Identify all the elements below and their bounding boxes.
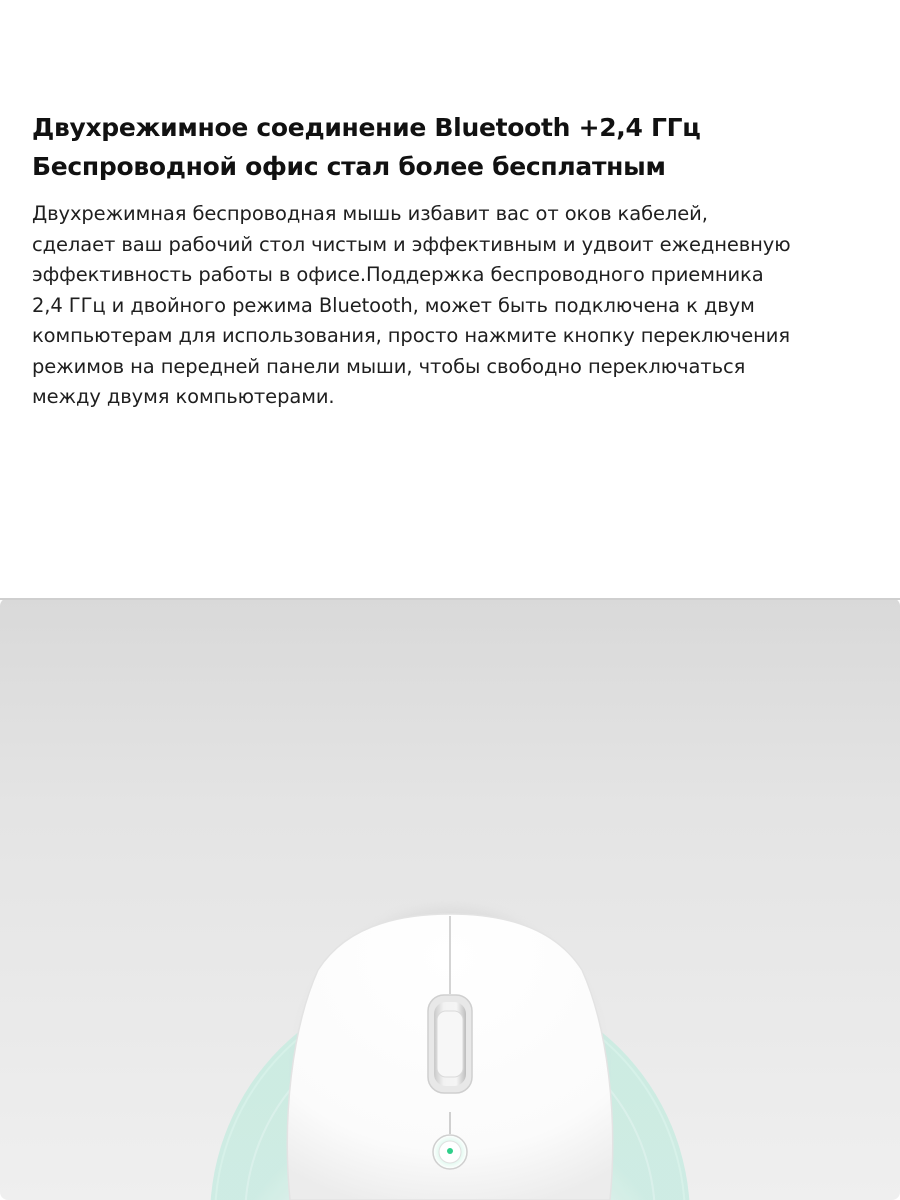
product-photo [0,598,900,1200]
headline-line: Беспроводной офис стал более бесплатным [32,152,666,181]
scroll-wheel-icon [428,995,472,1093]
headline-line: Двухрежимное соединение Bluetooth +2,4 ГГц [32,113,701,142]
description-line: сделает ваш рабочий стол чистым и эффективным и удвоит ежедневную [32,232,791,256]
description-line: 2,4 ГГц и двойного режима Bluetooth, может быть подключена к двум [32,293,755,317]
description-line: между двумя компьютерами. [32,385,335,408]
feature-text [32,108,872,413]
wireless-mouse-illustration [0,598,900,1200]
feature-headline [32,108,872,186]
description-line: эффективность работы в офисе.Поддержка беспроводного приемника [32,263,764,286]
description-line: режимов на передней панели мыши, чтобы свободно переключаться [32,354,746,378]
indicator-led-icon [447,1148,453,1154]
description-line: Двухрежимная беспроводная мышь избавит вас от оков кабелей, [32,202,708,225]
mode-switch-button-icon [433,1135,467,1169]
description-line: компьютерам для использования, просто нажмите кнопку переключения [32,324,791,347]
feature-description [32,199,872,413]
